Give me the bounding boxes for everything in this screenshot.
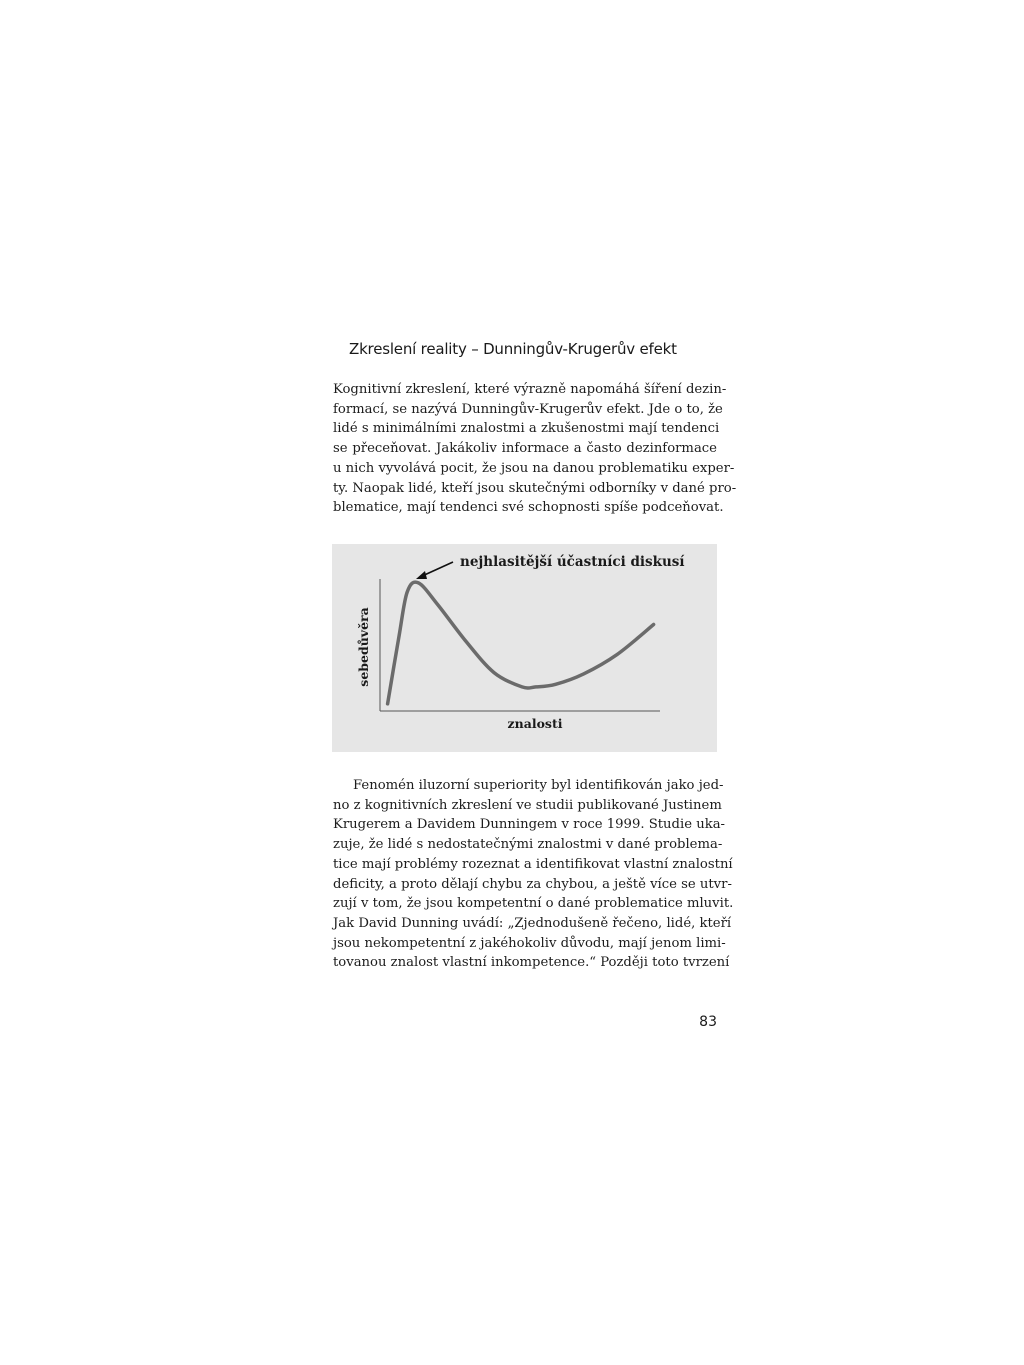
paragraph-line: no z kognitivních zkreslení ve studii publikované Justinem [333, 797, 722, 813]
section-heading: Zkreslení reality – Dunningův-Krugerův efekt [349, 340, 677, 358]
paragraph-line: se přeceňovat. Jakákoliv informace a často dezinformace [333, 441, 717, 457]
paragraph-line: u nich vyvolává pocit, že jsou na danou problematiku exper- [333, 460, 735, 476]
paragraph-line: Krugerem a Davidem Dunningem v roce 1999. Studie uka- [333, 817, 726, 833]
paragraph-1 [333, 380, 737, 518]
paragraph-line: Kognitivní zkreslení, které výrazně napomáhá šíření dezin- [333, 382, 727, 397]
paragraph-line: tice mají problémy rozeznat a identifikovat vlastní znalostní [333, 856, 733, 872]
dunning-kruger-figure [332, 544, 717, 752]
annotation-label: nejhlasitější účastníci diskusí [460, 554, 685, 570]
paragraph-line: jsou nekompetentní z jakéhokoliv důvodu, mají jenom limi- [333, 935, 726, 951]
arrow-head-icon [416, 571, 427, 579]
x-axis-label: znalosti [507, 716, 563, 731]
confidence-curve [388, 582, 654, 704]
paragraph-line: deficity, a proto dělají chybu za chybou, a ještě více se utvr- [333, 876, 732, 892]
paragraph-line: zují v tom, že jsou kompetentní o dané problematice mluvit. [333, 896, 734, 912]
dunning-kruger-chart [332, 544, 717, 752]
y-axis-label: sebedůvěra [356, 607, 371, 687]
page-number: 83 [699, 1014, 717, 1030]
paragraph-line: formací, se nazývá Dunningův-Krugerův efekt. Jde o to, že [333, 401, 723, 417]
paragraph-line: zuje, že lidé s nedostatečnými znalostmi v dané problema- [333, 837, 723, 853]
paragraph-line: Fenomén iluzorní superiority byl identifikován jako jed- [353, 778, 724, 793]
paragraph-line: ty. Naopak lidé, kteří jsou skutečnými odborníky v dané pro- [333, 480, 737, 496]
paragraph-2 [333, 776, 734, 973]
paragraph-line: Jak David Dunning uvádí: „Zjednodušeně řečeno, lidé, kteří [333, 915, 732, 931]
paragraph-line: blematice, mají tendenci své schopnosti spíše podceňovat. [333, 500, 724, 516]
paragraph-line: tovanou znalost vlastní inkompetence.“ Později toto tvrzení [333, 955, 730, 971]
paragraph-line: lidé s minimálními znalostmi a zkušenostmi mají tendenci [333, 421, 720, 437]
